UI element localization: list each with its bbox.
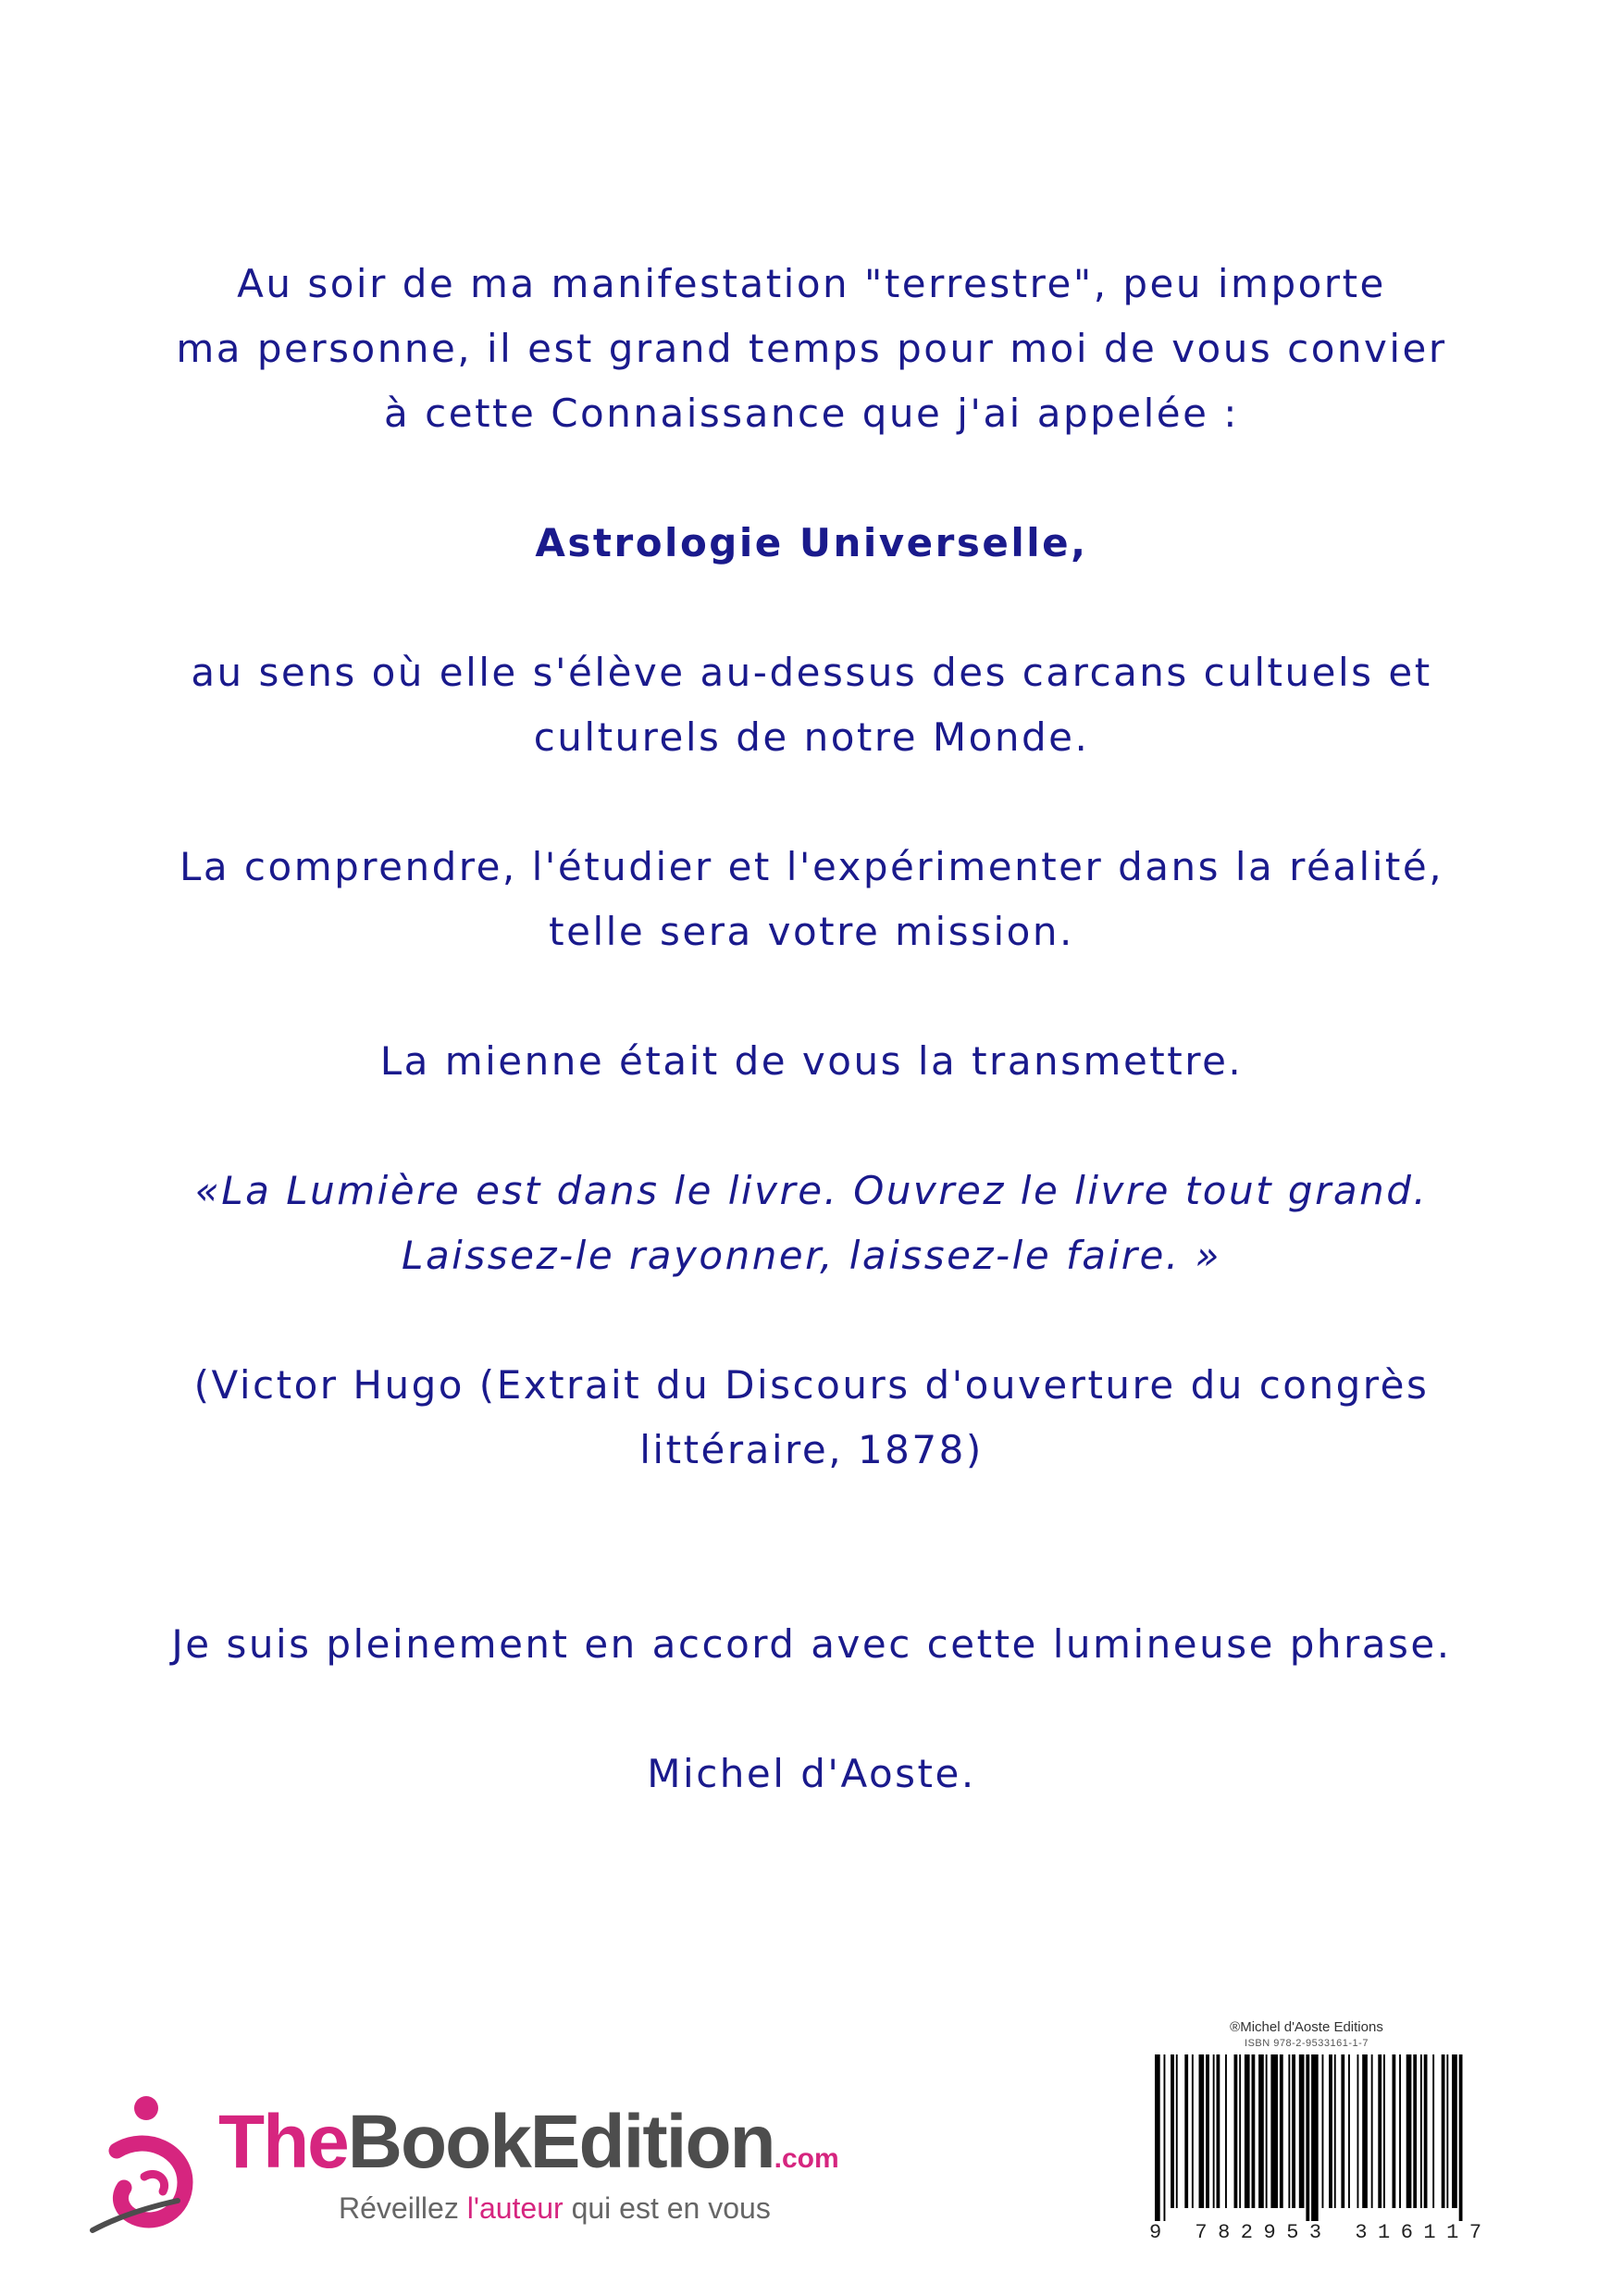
barcode-bar [1225, 2054, 1227, 2208]
barcode-bar [1362, 2054, 1368, 2208]
quote-line-1: «La Lumière est dans le livre. Ouvrez le livre tout grand. [194, 1168, 1429, 1213]
barcode-bar [1442, 2054, 1445, 2208]
barcode-bar [1288, 2054, 1290, 2208]
barcode-bar [1217, 2054, 1220, 2208]
citation-line-2: littéraire, 1878) [639, 1427, 984, 1472]
barcode-bar [1424, 2054, 1428, 2208]
barcode-bar [1213, 2054, 1215, 2208]
barcode-bar [1164, 2054, 1166, 2221]
tagline-post: qui est en vous [563, 2191, 771, 2225]
thebookedition-logo [89, 2091, 848, 2249]
barcode-bar [1383, 2054, 1385, 2208]
barcode-bar [1184, 2054, 1188, 2208]
back-cover-text [139, 252, 1484, 1806]
barcode-bar [1399, 2054, 1401, 2208]
barcode-bar [1413, 2054, 1417, 2208]
logo-word-book: Book [347, 2100, 530, 2184]
logo-word-edition: Edition [529, 2100, 774, 2184]
barcode-bars [1153, 2054, 1468, 2221]
barcode-bar [1239, 2054, 1241, 2208]
person-swirl-icon [89, 2091, 218, 2240]
barcode-bar [1452, 2054, 1457, 2208]
barcode-bar [1341, 2054, 1344, 2208]
logo-wordmark [218, 2100, 839, 2184]
barcode-bar [1371, 2054, 1373, 2208]
barcode-bar [1406, 2054, 1412, 2208]
isbn-barcode [1140, 2008, 1493, 2258]
barcode-bar [1192, 2054, 1194, 2208]
barcode-bar [1270, 2054, 1278, 2208]
sense-line-1: au sens où elle s'élève au-dessus des carcans cultuels et [191, 650, 1432, 695]
barcode-bar [1258, 2054, 1264, 2208]
agreement-line: Je suis pleinement en accord avec cette lumineuse phrase. [171, 1621, 1452, 1667]
barcode-bar [1155, 2054, 1160, 2221]
barcode-bar [1266, 2054, 1268, 2208]
barcode-bar [1306, 2054, 1309, 2221]
barcode-bar [1446, 2054, 1448, 2208]
intro-line-3: à cette Connaissance que j'ai appelée : [384, 391, 1239, 436]
barcode-bar [1234, 2054, 1238, 2208]
barcode-bar [1252, 2054, 1256, 2208]
barcode-bar [1393, 2054, 1396, 2208]
barcode-bar [1299, 2054, 1305, 2208]
barcode-bar [1420, 2054, 1422, 2208]
barcode-bar [1432, 2054, 1434, 2208]
transmit-line: La mienne était de vous la transmettre. [379, 1038, 1244, 1084]
barcode-bar [1378, 2054, 1381, 2208]
tagline-pre: Réveillez [339, 2191, 467, 2225]
logo-word-the: The [218, 2100, 348, 2184]
tagline-accent: l'auteur [466, 2191, 564, 2225]
barcode-bar [1171, 2054, 1174, 2208]
author-signature: Michel d'Aoste. [647, 1751, 976, 1796]
mission-line-1: La comprendre, l'étudier et l'expérimenter dans la réalité, [179, 844, 1444, 889]
book-heading: Astrologie Universelle, [535, 520, 1088, 565]
barcode-digits: 9 782953 316117 [1149, 2221, 1493, 2244]
barcode-bar [1329, 2054, 1332, 2208]
citation-line-1: (Victor Hugo (Extrait du Discours d'ouverture du congrès [193, 1362, 1430, 1408]
intro-line-1: Au soir de ma manifestation "terrestre", peu importe [237, 261, 1386, 306]
barcode-edition-label: ®Michel d'Aoste Editions [1230, 2019, 1383, 2035]
barcode-bar [1176, 2054, 1178, 2208]
logo-tagline [339, 2191, 771, 2226]
logo-word-com: .com [774, 2143, 839, 2174]
barcode-bar [1245, 2054, 1250, 2208]
barcode-bar [1311, 2054, 1319, 2221]
barcode-bar [1206, 2054, 1209, 2208]
barcode-bar [1292, 2054, 1295, 2208]
barcode-bar [1357, 2054, 1359, 2208]
barcode-bar [1280, 2054, 1283, 2208]
barcode-bar [1199, 2054, 1205, 2208]
barcode-bar [1334, 2054, 1336, 2208]
barcode-bar [1459, 2054, 1463, 2221]
mission-line-2: telle sera votre mission. [549, 909, 1074, 954]
barcode-bar [1348, 2054, 1350, 2208]
barcode-isbn-label: ISBN 978-2-9533161-1-7 [1245, 2038, 1369, 2049]
intro-line-2: ma personne, il est grand temps pour moi de vous convier [176, 326, 1447, 371]
sense-line-2: culturels de notre Monde. [533, 714, 1090, 760]
quote-line-2: Laissez-le rayonner, laissez-le faire. » [402, 1233, 1221, 1278]
barcode-bar [1322, 2054, 1324, 2208]
